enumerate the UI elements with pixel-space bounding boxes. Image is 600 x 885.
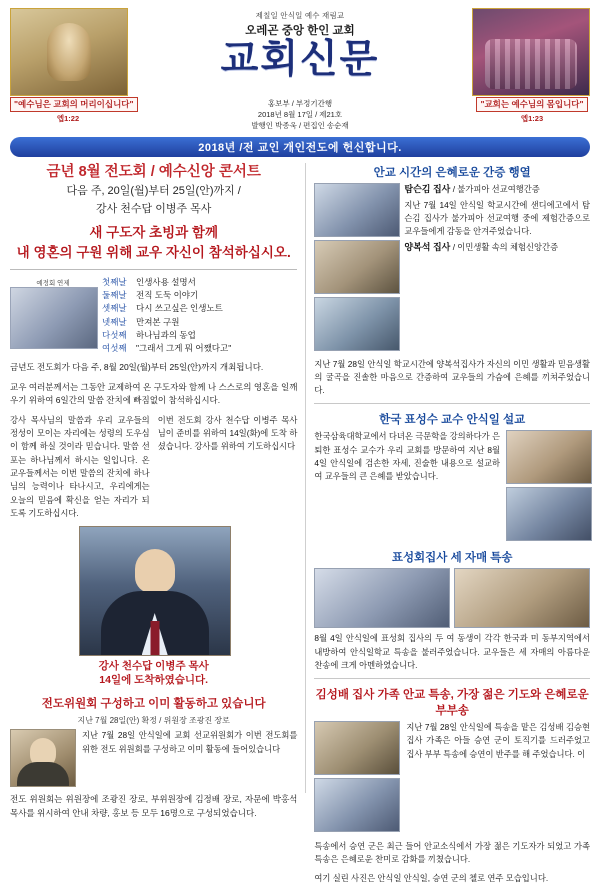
sermon-body: 한국삼육대학교에서 다녀온 극문학을 강의하다가 은퇴한 표성수 교수가 우리 교회를 방문하여 지난 8월4일 안식일에 검손한 자세, 진술한 내용으로 설교하여 교우들의 큰 은혜를 받았습니다. bbox=[314, 431, 500, 482]
special-music-photo-2 bbox=[454, 568, 590, 628]
series-day-1: 둘째날 bbox=[102, 290, 127, 301]
masthead-left-photo bbox=[10, 8, 128, 96]
special-music-headline: 표성회집사 세 자매 특송 bbox=[391, 552, 513, 565]
testimony-1-photos bbox=[314, 183, 398, 354]
right-caption-box bbox=[474, 97, 590, 124]
sermon-photo-2 bbox=[506, 487, 592, 541]
family-music-closing: 여기 실린 사진은 안식일 안식일, 승연 군의 첼로 연주 모습입니다. bbox=[314, 872, 549, 883]
column-divider bbox=[305, 163, 306, 793]
publication-info-line2: 2018년 8월 17일 / 제21호 bbox=[257, 109, 343, 119]
testimony-2-name-row bbox=[404, 241, 590, 255]
series-list bbox=[102, 276, 297, 355]
publication-info bbox=[132, 97, 468, 132]
speaker-portrait-photo bbox=[79, 526, 231, 656]
family-music-photos bbox=[314, 721, 400, 835]
theme-banner: 2018년 /전 교인 개인전도에 헌신합니다. bbox=[10, 137, 590, 157]
series-day-5: 여섯째 bbox=[102, 342, 127, 353]
series-day-4: 다섯째 bbox=[102, 329, 127, 340]
sermon-series-block bbox=[10, 276, 297, 355]
testimony-1-name: 탐슨김 집사 bbox=[404, 183, 451, 194]
speaker-caption-line1: 강사 천수답 이병주 목사 bbox=[98, 660, 209, 673]
testimony-2-name: 양복석 집사 bbox=[404, 242, 451, 253]
lead-column-left-text: 강사 목사님의 말씀과 우리 교우들의 정성이 모이는 자리에는 성령의 도우심이 함께 하실 것이라 믿습니다. 말씀 선포는 하나님께서 하시는 일입니다. 온 교우들께서는 이번 말씀의 잔치에 하나님의 능력이나 타나시고, 우리에게는 오늘의 믿음에 확신을 얻는 자리가 되도록 기도하십시다. bbox=[10, 414, 150, 518]
lead-headline: 금년 8월 전도회 / 예수신앙 콘서트 bbox=[46, 163, 261, 180]
speaker-portrait-block bbox=[79, 526, 229, 687]
lead-column-right-text: 이번 전도회 강사 천수답 이병주 목사님이 준비를 위하여 14일(화)에 도착 하셨습니다. 강사를 위하여 기도하십시다 bbox=[157, 414, 298, 452]
jesus-portrait-icon bbox=[47, 23, 91, 81]
series-day-2: 셋째날 bbox=[102, 303, 127, 314]
divider bbox=[314, 403, 590, 404]
lead-two-column-text bbox=[10, 414, 297, 520]
list-item bbox=[102, 276, 297, 289]
testimony-headline: 안교 시간의 은혜로운 간증 행열 bbox=[373, 166, 531, 179]
special-music-photos bbox=[314, 568, 590, 628]
testimony-1-block bbox=[314, 183, 590, 354]
series-photo-block bbox=[10, 276, 96, 355]
masthead-right-photo bbox=[472, 8, 590, 96]
left-caption-quote: "예수님은 교회의 머리이십니다" bbox=[10, 97, 138, 112]
speaker-caption-line2: 14일에 도착하였습니다. bbox=[99, 674, 209, 687]
congregation-photo-icon bbox=[485, 39, 577, 89]
testimony-1-text bbox=[404, 183, 590, 354]
list-item bbox=[102, 289, 297, 302]
testimony-1-name-row bbox=[404, 183, 590, 197]
testimony-2-desc: / 이민생활 속의 체험신앙간증 bbox=[452, 242, 559, 253]
content-columns bbox=[10, 163, 590, 883]
sermon-block bbox=[314, 430, 590, 544]
masthead-kicker: 제칠일 안식일 예수 재림교 bbox=[255, 11, 345, 20]
series-topic-0: 인생사용 설명서 bbox=[136, 277, 196, 288]
publication-info-line1: 홍보부 / 부정기간행 bbox=[267, 99, 333, 108]
series-topic-3: 만져본 구원 bbox=[136, 316, 180, 327]
testimony-photo-1 bbox=[314, 183, 400, 237]
testimony-1-body: 지난 7월 14일 안식일 학교시간에 샌디에고에서 탐슨김 집사가 불가피아 선교여행 중에 제험간증으로 교우들에게 감동을 안겨주었습니다. bbox=[404, 199, 590, 237]
family-photo-2 bbox=[314, 778, 400, 832]
left-caption-verse: 엡1:22 bbox=[56, 114, 80, 124]
sermon-photos bbox=[506, 430, 590, 544]
sermon-headline: 한국 표성수 교수 안식일 설교 bbox=[379, 414, 526, 427]
masthead-title: 교회신문 bbox=[220, 38, 380, 81]
left-column bbox=[10, 163, 298, 818]
right-caption-verse: 엡1:23 bbox=[520, 114, 544, 124]
publication-info-line3: 발행인 박종욱 / 편집인 송순재 bbox=[251, 120, 349, 130]
lead-call-line2: 내 영혼의 구원 위해 교우 자신이 참석하십시오. bbox=[16, 244, 291, 260]
left-caption-box bbox=[10, 97, 134, 124]
committee-text-2: 전도 위원회는 위원장에 조광진 장로, 부위원장에 김정배 장로, 자문에 박홍석 목사를 위시하여 안내 차량, 홍보 등 모두 16명으로 구성되었습니다. bbox=[10, 794, 298, 818]
masthead bbox=[10, 8, 590, 94]
series-topic-4: 하나님과의 동업 bbox=[136, 329, 196, 340]
portrait-tie-shape bbox=[150, 621, 159, 655]
lead-subline-2: 강사 천수답 이병주 목사 bbox=[95, 202, 212, 215]
series-topic-5: "그래서 그게 뭐 어쨌다고" bbox=[136, 342, 232, 353]
series-day-0: 첫째날 bbox=[102, 277, 127, 288]
committee-subheadline: 지난 7월 28일(안) 확정 / 위원장 조광진 장로 bbox=[77, 716, 230, 726]
lead-paragraph-2: 교우 여러분께서는 그동안 교제하여 온 구도자와 함께 나 스스로의 영혼을 일깨우기 위하여 6일간의 말씀 잔치에 빠짐없이 참석하십시다. bbox=[10, 381, 298, 406]
list-item bbox=[102, 316, 297, 329]
testimony-1-desc: / 불가피아 선교여행간증 bbox=[452, 183, 540, 194]
series-photo bbox=[10, 287, 98, 349]
family-photo-1 bbox=[314, 721, 400, 775]
caption-strip bbox=[10, 97, 590, 132]
list-item bbox=[102, 342, 297, 355]
lead-paragraph-1: 금년도 전도회가 다음 주, 8월 20일(월)부터 25일(안)까지 개최됩니다. bbox=[10, 362, 264, 373]
portrait-head-shape bbox=[135, 549, 175, 593]
series-topic-2: 다시 쓰고싶은 인생노트 bbox=[136, 303, 223, 314]
right-column bbox=[314, 163, 590, 883]
divider bbox=[10, 269, 297, 270]
committee-headline: 전도위원회 구성하고 이미 활동하고 있습니다 bbox=[41, 698, 266, 711]
testimony-photo-2 bbox=[314, 240, 400, 294]
committee-text-1: 지난 7월 28일 안식일에 교회 선교위원회가 이번 전도회를 위한 전도 위원회를 구성하고 이미 활동에 들어있습니다 bbox=[82, 730, 298, 754]
list-item bbox=[102, 329, 297, 342]
series-day-3: 넷째날 bbox=[102, 316, 127, 327]
elder-body-shape bbox=[17, 762, 69, 786]
masthead-church-name: 오레곤 중앙 한인 교회 bbox=[245, 25, 355, 37]
sermon-photo-1 bbox=[506, 430, 592, 484]
family-music-block bbox=[314, 721, 590, 835]
family-music-body-1: 지난 7월 28일 안식일에 특송을 맡은 김성배 김승현집사 가족은 아들 승연 군이 토직기를 드러주었고 집사 부부 특송에 승연이 반주를 해 주었습니다. 이 bbox=[406, 722, 590, 759]
testimony-photo-3 bbox=[314, 297, 400, 351]
series-photo-caption: 예정회 연제 bbox=[36, 280, 70, 288]
series-topic-1: 전직 도둑 이야기 bbox=[136, 290, 199, 301]
testimony-2-body: 지난 7월 28일 안식일 학교시간에 양복석집사가 자신의 이민 생활과 믿음생활의 굴곡을 진솔한 마음으로 간증하여 교우들의 가슴에 은혜를 끼쳐주었습니다. bbox=[314, 358, 590, 396]
lead-call-line1: 새 구도자 초빙과 함께 bbox=[89, 224, 219, 240]
family-music-headline: 김성배 집사 가족 안교 특송, 가장 젊은 기도와 은혜로운 부부송 bbox=[315, 689, 589, 718]
masthead-center bbox=[134, 8, 466, 94]
list-item bbox=[102, 302, 297, 315]
special-music-photo-1 bbox=[314, 568, 450, 628]
divider bbox=[314, 678, 590, 679]
lead-subline-1: 다음 주, 20일(월)부터 25일(안)까지 / bbox=[66, 185, 241, 198]
committee-block bbox=[10, 729, 297, 787]
family-music-body-2: 특송에서 승연 군은 최근 들어 안교소식에서 가장 젊은 기도자가 되었고 가족특송은 은혜로운 찬미로 감화를 끼쳤습니다. bbox=[314, 841, 590, 865]
committee-chair-photo bbox=[10, 729, 76, 787]
special-music-body: 8월 4일 안식일에 표성회 집사의 두 여 동생이 각각 한국과 미 동부지역에서 내방하여 안식일학교 특송을 불러주었습니다. 교우들은 세 자매의 아름다운 찬송에 크게 아멘하였습니다. bbox=[314, 633, 590, 670]
right-caption-quote: "교회는 예수님의 몸입니다" bbox=[476, 97, 587, 112]
